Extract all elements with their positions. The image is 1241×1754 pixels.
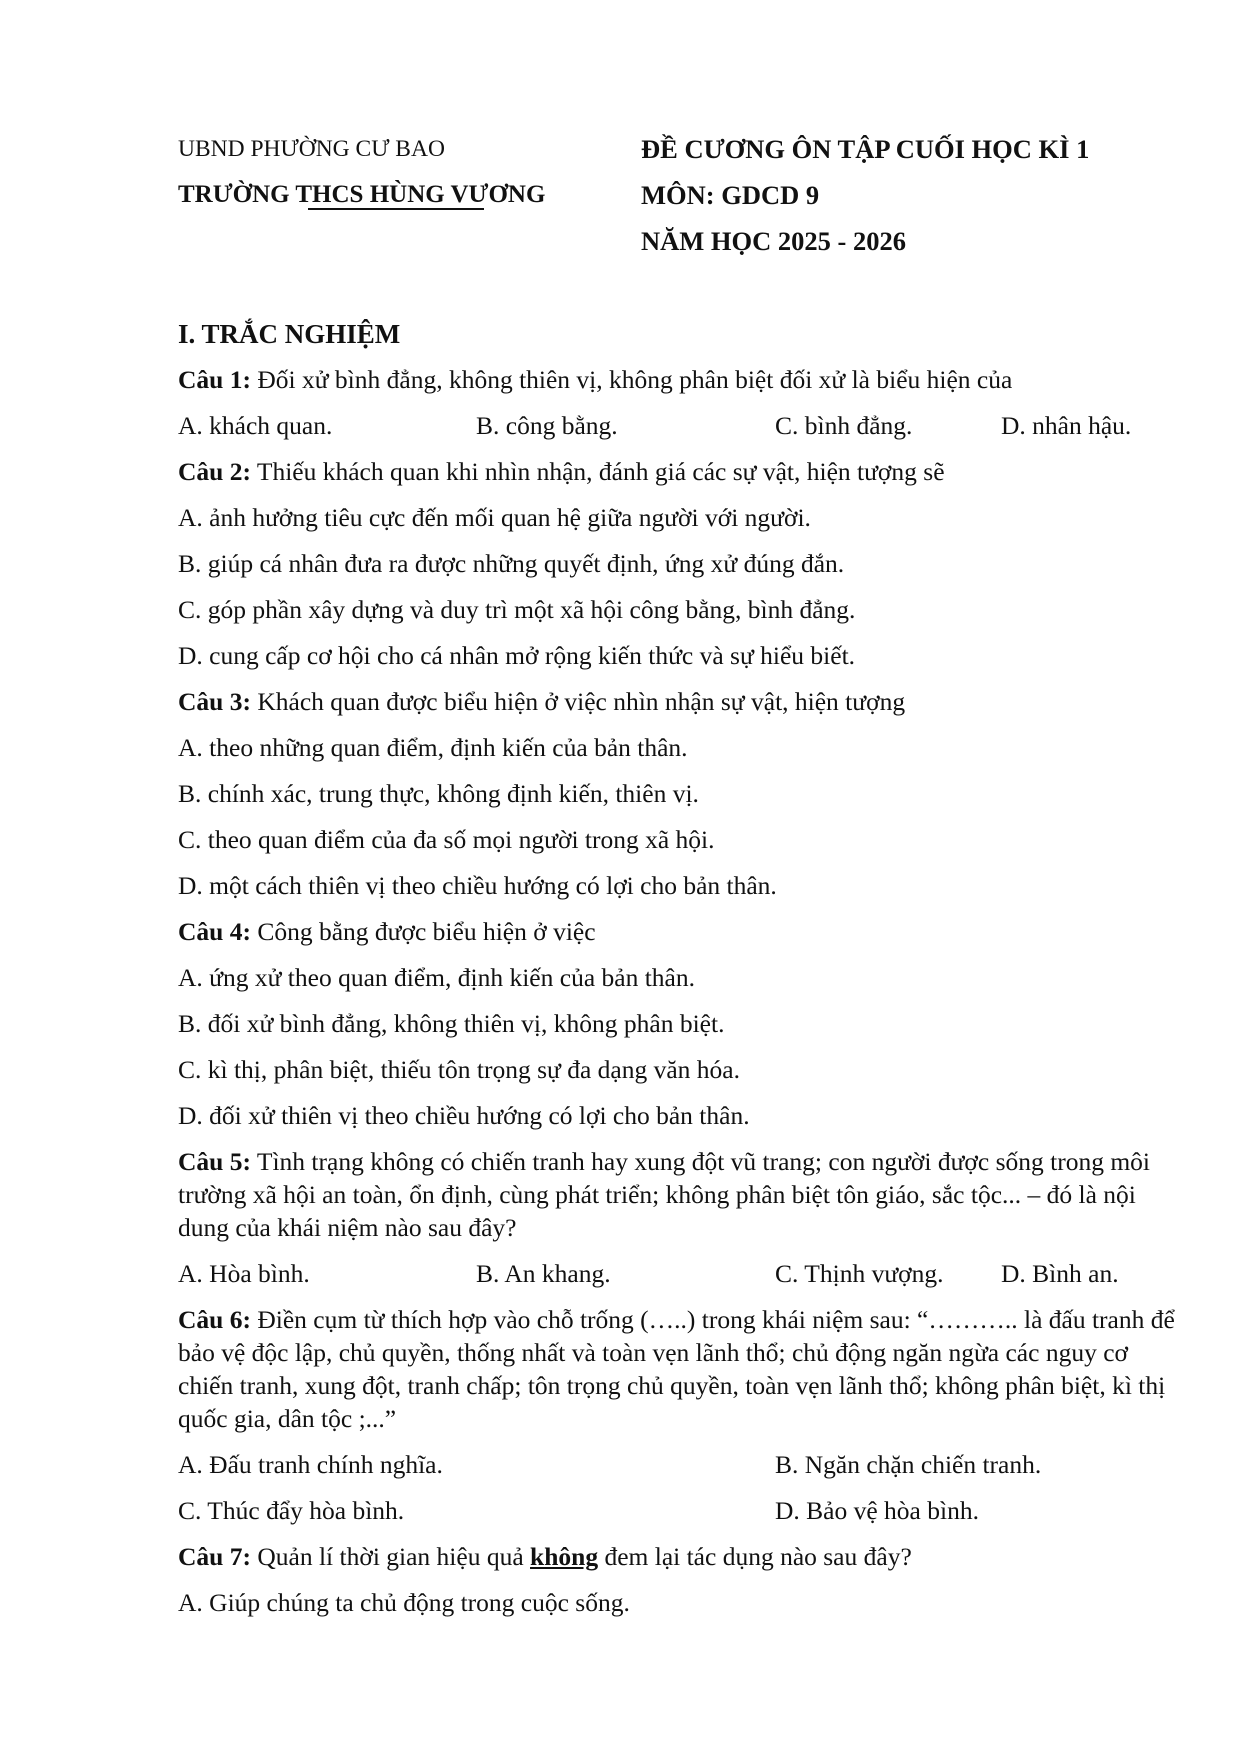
question-number: Câu 7: <box>178 1542 251 1571</box>
question-2 <box>178 449 1178 679</box>
question-text: Đối xử bình đẳng, không thiên vị, không phân biệt đối xử là biểu hiện của <box>250 365 1013 394</box>
option-a: A. theo những quan điểm, định kiến của bản thân. <box>178 733 688 762</box>
school-name: TRƯỜNG THCS HÙNG VƯƠNG <box>178 181 546 208</box>
option-b: B. công bằng. <box>476 411 618 440</box>
question-stem <box>178 679 1178 725</box>
options-row <box>178 1251 1178 1297</box>
options-row <box>178 1488 1178 1534</box>
option-b: B. đối xử bình đẳng, không thiên vị, không phân biệt. <box>178 1009 725 1038</box>
question-4 <box>178 909 1178 1139</box>
question-6 <box>178 1297 1178 1534</box>
question-stem <box>178 1139 1178 1251</box>
question-text: Công bằng được biểu hiện ở việc <box>250 917 596 946</box>
org-name: UBND PHƯỜNG CƯ BAO <box>178 136 445 162</box>
question-text: Thiếu khách quan khi nhìn nhận, đánh giá các sự vật, hiện tượng sẽ <box>250 457 945 486</box>
options-row <box>178 403 1178 449</box>
section-title: I. TRẮC NGHIỆM <box>178 319 401 349</box>
option-b: B. chính xác, trung thực, không định kiến, thiên vị. <box>178 779 699 808</box>
question-7 <box>178 1534 1178 1626</box>
option-b: B. giúp cá nhân đưa ra được những quyết định, ứng xử đúng đắn. <box>178 549 845 578</box>
option-d: D. cung cấp cơ hội cho cá nhân mở rộng kiến thức và sự hiểu biết. <box>178 641 856 670</box>
question-stem <box>178 449 1178 495</box>
option-a: A. Đấu tranh chính nghĩa. <box>178 1450 443 1479</box>
question-number: Câu 6: <box>178 1305 251 1334</box>
option-d: D. Bảo vệ hòa bình. <box>775 1496 979 1525</box>
question-number: Câu 3: <box>178 687 251 716</box>
question-stem <box>178 1297 1178 1442</box>
option-d: D. nhân hậu. <box>1001 411 1132 440</box>
header-right <box>641 126 1089 264</box>
question-1 <box>178 357 1178 449</box>
question-text-after: đem lại tác dụng nào sau đây? <box>598 1542 912 1571</box>
question-text: Tình trạng không có chiến tranh hay xung đột vũ trang; con người được sống trong môi trường xã hội an toàn, ổn định, cùng phát triển; không phân biệt tôn giáo, sắc tộc... – đó là nội dung của khái niệm nào sau đây? <box>178 1147 1151 1242</box>
option-a: A. ảnh hưởng tiêu cực đến mối quan hệ giữa người với người. <box>178 503 811 532</box>
question-number: Câu 4: <box>178 917 251 946</box>
option-c: C. theo quan điểm của đa số mọi người trong xã hội. <box>178 825 715 854</box>
option-d: D. một cách thiên vị theo chiều hướng có lợi cho bản thân. <box>178 871 777 900</box>
option-d: D. đối xử thiên vị theo chiều hướng có lợi cho bản thân. <box>178 1101 750 1130</box>
question-5 <box>178 1139 1178 1297</box>
option-b: B. Ngăn chặn chiến tranh. <box>775 1450 1042 1479</box>
option-a: A. Giúp chúng ta chủ động trong cuộc sống. <box>178 1588 630 1617</box>
option-c: C. Thịnh vượng. <box>775 1259 944 1288</box>
question-number: Câu 1: <box>178 365 251 394</box>
content <box>178 311 1178 1626</box>
question-text-before: Quản lí thời gian hiệu quả <box>250 1542 531 1571</box>
question-3 <box>178 679 1178 909</box>
option-c: C. góp phần xây dựng và duy trì một xã hội công bằng, bình đẳng. <box>178 595 856 624</box>
question-text: Khách quan được biểu hiện ở việc nhìn nhận sự vật, hiện tượng <box>250 687 906 716</box>
subject-line: MÔN: GDCD 9 <box>641 180 820 210</box>
emphasis-word: không <box>530 1542 599 1571</box>
question-stem <box>178 909 1178 955</box>
question-stem <box>178 1534 1178 1580</box>
question-stem <box>178 357 1178 403</box>
options-row <box>178 1442 1178 1488</box>
header-left <box>178 126 545 218</box>
option-c: C. Thúc đẩy hòa bình. <box>178 1496 405 1525</box>
option-b: B. An khang. <box>476 1259 611 1288</box>
question-number: Câu 5: <box>178 1147 251 1176</box>
question-text: Điền cụm từ thích hợp vào chỗ trống (…..) trong khái niệm sau: “……….. là đấu tranh để bảo vệ độc lập, chủ quyền, thống nhất và toàn vẹn lãnh thổ; chủ động ngăn ngừa các nguy cơ chiến tranh, xung đột, tranh chấp; tôn trọng chủ quyền, toàn vẹn lãnh thổ; không phân biệt, kì thị quốc gia, dân tộc ;...” <box>178 1305 1175 1433</box>
document-title: ĐỀ CƯƠNG ÔN TẬP CUỐI HỌC KÌ 1 <box>641 134 1090 164</box>
option-a: A. khách quan. <box>178 411 333 440</box>
option-c: C. bình đẳng. <box>775 411 913 440</box>
school-underline <box>308 208 484 210</box>
option-a: A. Hòa bình. <box>178 1259 310 1288</box>
school-year: NĂM HỌC 2025 - 2026 <box>641 226 906 256</box>
option-a: A. ứng xử theo quan điểm, định kiến của bản thân. <box>178 963 695 992</box>
question-number: Câu 2: <box>178 457 251 486</box>
option-c: C. kì thị, phân biệt, thiếu tôn trọng sự đa dạng văn hóa. <box>178 1055 740 1084</box>
option-d: D. Bình an. <box>1001 1259 1119 1288</box>
